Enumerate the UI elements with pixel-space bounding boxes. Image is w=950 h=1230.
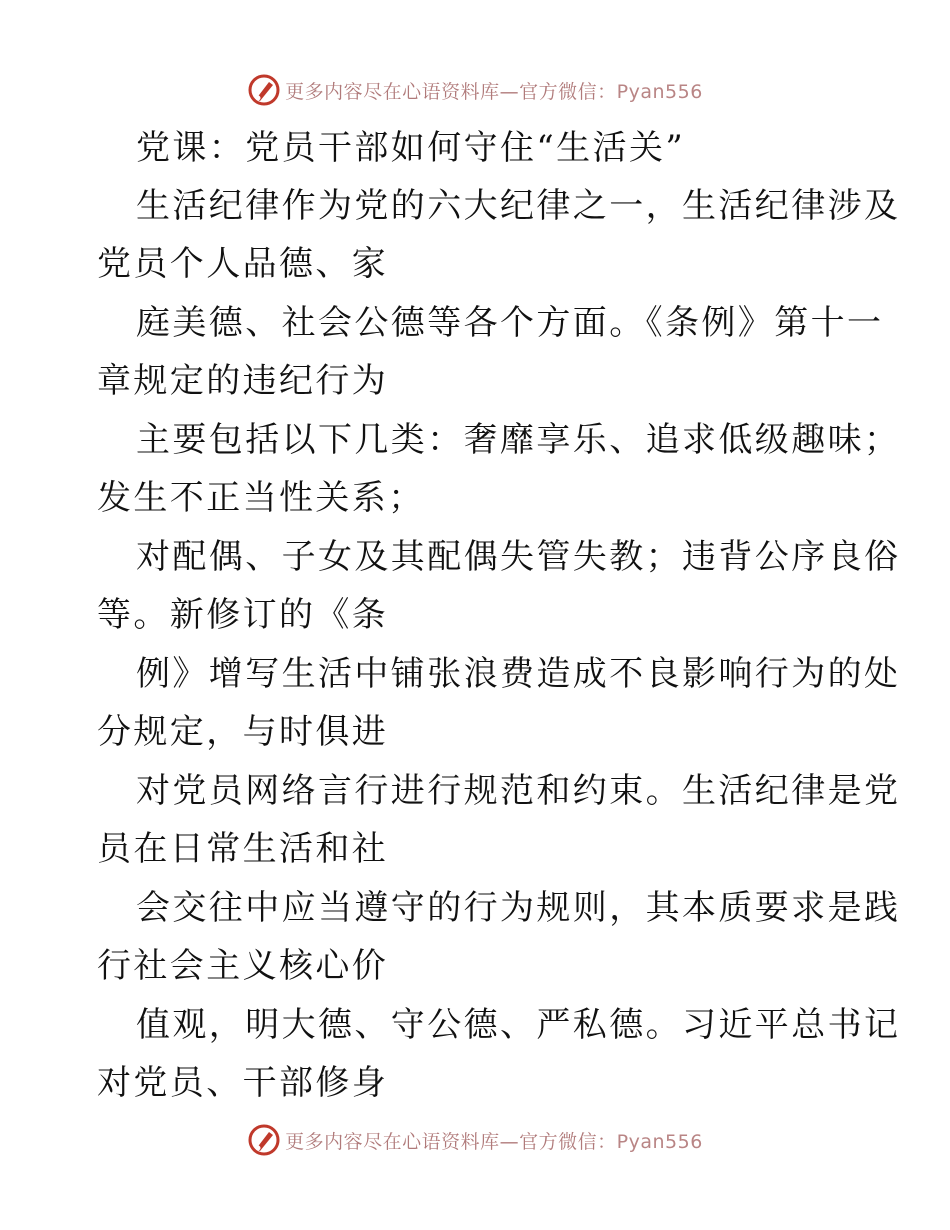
paragraph-line: 生活纪律作为党的六大纪律之一，生活纪律涉及: [136, 186, 901, 226]
paragraph-line: 等。新修订的《条: [97, 595, 389, 635]
document-title: 党课：党员干部如何守住“生活关”: [136, 128, 686, 168]
paragraph-line: 对配偶、子女及其配偶失管失教；违背公序良俗: [136, 537, 901, 577]
paragraph-line: 会交往中应当遵守的行为规则，其本质要求是践: [136, 888, 901, 928]
paragraph-line: 员在日常生活和社: [97, 829, 389, 869]
paragraph-line: 章规定的违纪行为: [97, 361, 389, 401]
paragraph-line: 对党员、干部修身: [97, 1063, 389, 1103]
watermark-id: Pyan556: [616, 1130, 703, 1153]
footer-watermark: [0, 1120, 950, 1160]
watermark-text: [285, 1127, 703, 1154]
paragraph-line: 行社会主义核心价: [97, 946, 389, 986]
paragraph-line: 庭美德、社会公德等各个方面。《条例》第十一: [136, 303, 884, 343]
paragraph-line: 分规定，与时俱进: [97, 712, 389, 752]
watermark-label: 更多内容尽在心语资料库—官方微信：: [285, 1130, 617, 1153]
paragraph-line: 党员个人品德、家: [97, 244, 389, 284]
header-watermark: [0, 70, 950, 110]
paragraph-line: 主要包括以下几类：奢靡享乐、追求低级趣味；: [136, 420, 901, 460]
pen-seal-icon: [247, 1123, 281, 1157]
paragraph-line: 对党员网络言行进行规范和约束。生活纪律是党: [136, 771, 901, 811]
watermark-id: Pyan556: [616, 80, 703, 103]
watermark-text: [285, 77, 703, 104]
paragraph-line: 例》增写生活中铺张浪费造成不良影响行为的处: [136, 654, 901, 694]
paragraph-line: 发生不正当性关系；: [97, 478, 425, 518]
paragraph-line: 值观，明大德、守公德、严私德。习近平总书记: [136, 1005, 901, 1045]
pen-seal-icon: [247, 73, 281, 107]
watermark-label: 更多内容尽在心语资料库—官方微信：: [285, 80, 617, 103]
